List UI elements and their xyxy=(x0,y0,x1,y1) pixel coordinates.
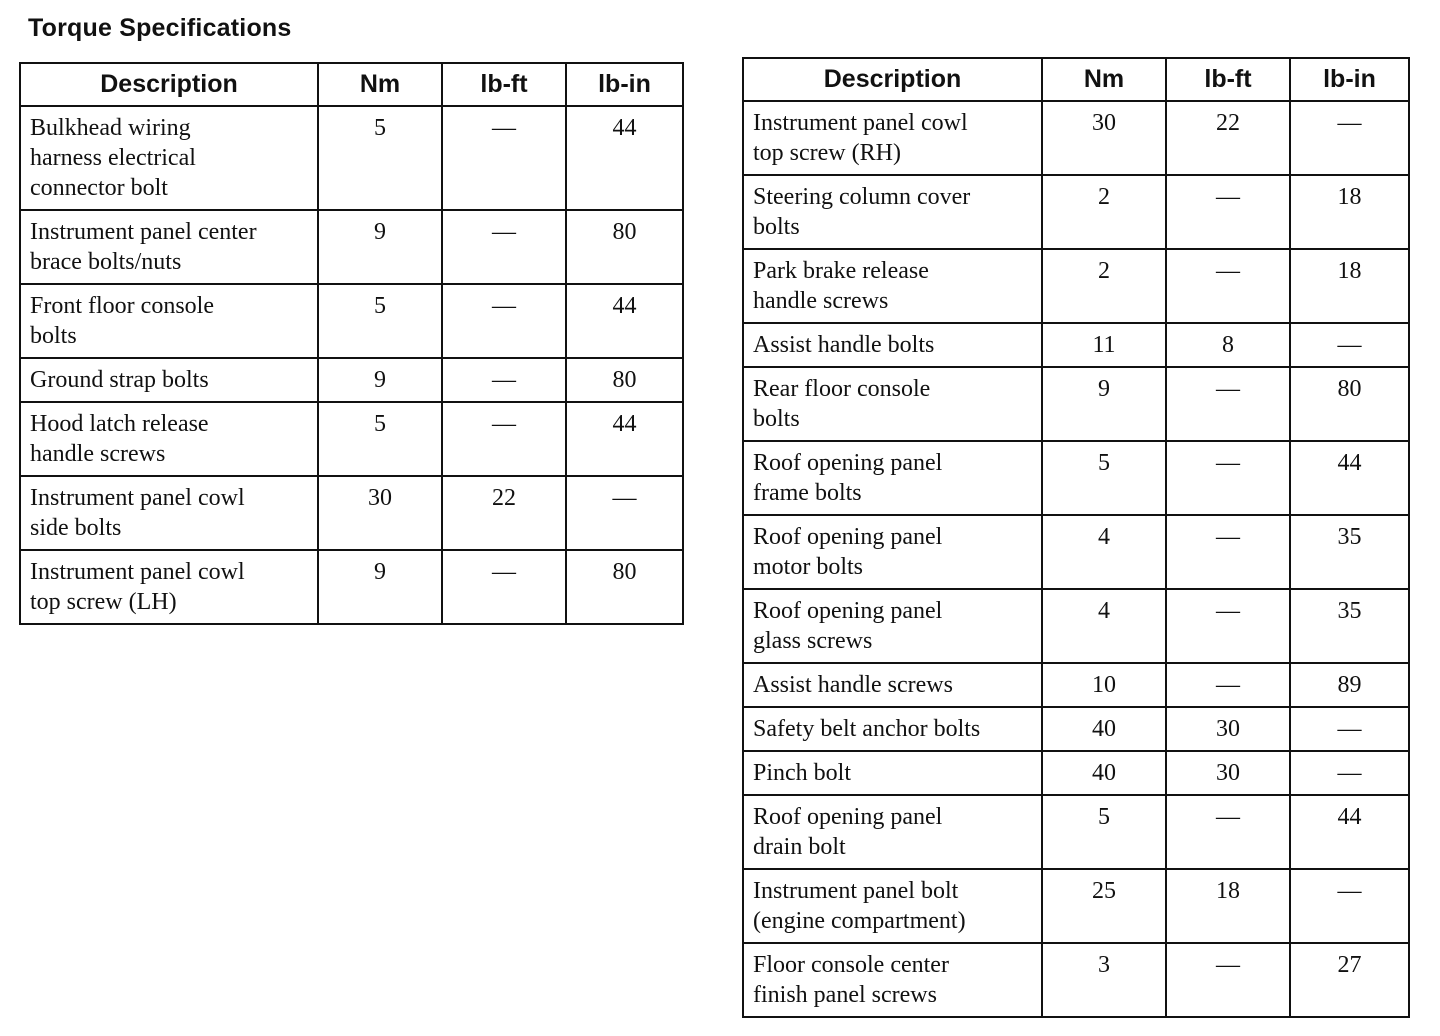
lb-ft-cell: 30 xyxy=(1166,751,1290,795)
description-line: Floor console center xyxy=(753,952,949,978)
lb-ft-cell: 8 xyxy=(1166,323,1290,367)
column-header-nm: Nm xyxy=(318,63,442,106)
description-line: Front floor console xyxy=(30,293,214,319)
description-line: Roof opening panel xyxy=(753,450,943,476)
lb-in-cell: 35 xyxy=(1290,589,1409,663)
lb-in-cell: 44 xyxy=(1290,795,1409,869)
lb-ft-cell: — xyxy=(442,402,566,476)
description-line: motor bolts xyxy=(753,554,864,580)
table-row xyxy=(743,589,1409,663)
description-line: Roof opening panel xyxy=(753,598,943,624)
description-line: top screw (LH) xyxy=(30,589,177,615)
table-row xyxy=(20,106,683,210)
description-line: Bulkhead wiring xyxy=(30,115,191,141)
lb-in-cell: — xyxy=(1290,323,1409,367)
lb-in-cell: — xyxy=(1290,869,1409,943)
table-row xyxy=(743,367,1409,441)
table-body xyxy=(20,106,683,624)
lb-in-cell: 18 xyxy=(1290,249,1409,323)
table-row xyxy=(743,707,1409,751)
description-line: bolts xyxy=(753,406,800,432)
nm-cell: 4 xyxy=(1042,515,1166,589)
description-line: harness electrical xyxy=(30,145,196,171)
nm-cell: 9 xyxy=(318,550,442,624)
description-cell xyxy=(743,751,1042,795)
description-line: side bolts xyxy=(30,515,122,541)
lb-ft-cell: — xyxy=(1166,589,1290,663)
table-row xyxy=(20,284,683,358)
lb-in-cell: 80 xyxy=(566,550,683,624)
lb-in-cell: 80 xyxy=(566,358,683,402)
description-line: Pinch bolt xyxy=(753,760,852,786)
table-row xyxy=(20,476,683,550)
nm-cell: 25 xyxy=(1042,869,1166,943)
description-line: glass screws xyxy=(753,628,873,654)
nm-cell: 9 xyxy=(318,358,442,402)
table-row xyxy=(743,249,1409,323)
torque-table-left xyxy=(19,62,684,625)
description-cell xyxy=(20,358,318,402)
description-line: Steering column cover xyxy=(753,184,971,210)
table-row xyxy=(20,402,683,476)
lb-ft-cell: 22 xyxy=(1166,101,1290,175)
table-header-row xyxy=(20,63,683,106)
description-line: (engine compartment) xyxy=(753,908,966,934)
column-header-nm: Nm xyxy=(1042,58,1166,101)
nm-cell: 5 xyxy=(318,402,442,476)
description-line: Ground strap bolts xyxy=(30,367,209,393)
description-line: bolts xyxy=(753,214,800,240)
column-header-lb-in: lb-in xyxy=(566,63,683,106)
description-line: top screw (RH) xyxy=(753,140,901,166)
lb-in-cell: — xyxy=(1290,751,1409,795)
description-cell xyxy=(20,550,318,624)
torque-table-right xyxy=(742,57,1410,1018)
lb-ft-cell: — xyxy=(1166,663,1290,707)
description-cell xyxy=(20,402,318,476)
lb-ft-cell: — xyxy=(1166,515,1290,589)
description-line: handle screws xyxy=(753,288,889,314)
nm-cell: 30 xyxy=(318,476,442,550)
lb-in-cell: 80 xyxy=(566,210,683,284)
lb-ft-cell: — xyxy=(1166,441,1290,515)
description-cell xyxy=(743,795,1042,869)
lb-in-cell: — xyxy=(1290,101,1409,175)
table-row xyxy=(743,323,1409,367)
lb-ft-cell: — xyxy=(1166,795,1290,869)
column-header-description: Description xyxy=(743,58,1042,101)
lb-in-cell: 89 xyxy=(1290,663,1409,707)
lb-ft-cell: — xyxy=(442,358,566,402)
description-cell xyxy=(743,869,1042,943)
description-line: finish panel screws xyxy=(753,982,937,1008)
table-row xyxy=(20,358,683,402)
nm-cell: 10 xyxy=(1042,663,1166,707)
table-row xyxy=(743,795,1409,869)
description-line: Park brake release xyxy=(753,258,929,284)
table-row xyxy=(743,101,1409,175)
nm-cell: 11 xyxy=(1042,323,1166,367)
description-cell xyxy=(743,589,1042,663)
description-cell xyxy=(20,476,318,550)
description-cell xyxy=(743,707,1042,751)
description-line: Instrument panel bolt xyxy=(753,878,959,904)
lb-ft-cell: 30 xyxy=(1166,707,1290,751)
lb-ft-cell: — xyxy=(442,550,566,624)
nm-cell: 9 xyxy=(1042,367,1166,441)
description-line: drain bolt xyxy=(753,834,846,860)
description-cell xyxy=(743,663,1042,707)
lb-ft-cell: 22 xyxy=(442,476,566,550)
table-row xyxy=(743,943,1409,1017)
lb-in-cell: 44 xyxy=(566,402,683,476)
description-line: Roof opening panel xyxy=(753,804,943,830)
lb-ft-cell: — xyxy=(442,106,566,210)
lb-ft-cell: — xyxy=(1166,943,1290,1017)
table-row xyxy=(20,550,683,624)
table-row xyxy=(743,751,1409,795)
description-line: Roof opening panel xyxy=(753,524,943,550)
table-row xyxy=(743,175,1409,249)
lb-in-cell: 44 xyxy=(566,106,683,210)
description-line: Assist handle screws xyxy=(753,672,953,698)
description-line: Safety belt anchor bolts xyxy=(753,716,981,742)
nm-cell: 2 xyxy=(1042,175,1166,249)
column-header-lb-ft: lb-ft xyxy=(442,63,566,106)
description-cell xyxy=(20,106,318,210)
description-cell xyxy=(743,323,1042,367)
nm-cell: 40 xyxy=(1042,707,1166,751)
nm-cell: 3 xyxy=(1042,943,1166,1017)
description-cell xyxy=(743,943,1042,1017)
description-cell xyxy=(743,441,1042,515)
lb-in-cell: 44 xyxy=(1290,441,1409,515)
nm-cell: 5 xyxy=(318,106,442,210)
column-header-description: Description xyxy=(20,63,318,106)
nm-cell: 30 xyxy=(1042,101,1166,175)
description-line: bolts xyxy=(30,323,77,349)
page-title: Torque Specifications xyxy=(28,14,292,42)
description-line: Assist handle bolts xyxy=(753,332,935,358)
table-row xyxy=(743,515,1409,589)
description-cell xyxy=(20,284,318,358)
description-line: brace bolts/nuts xyxy=(30,249,182,275)
description-cell xyxy=(743,175,1042,249)
nm-cell: 5 xyxy=(1042,441,1166,515)
table-body xyxy=(743,101,1409,1017)
lb-ft-cell: — xyxy=(1166,249,1290,323)
nm-cell: 2 xyxy=(1042,249,1166,323)
lb-in-cell: 80 xyxy=(1290,367,1409,441)
lb-in-cell: — xyxy=(1290,707,1409,751)
table-header-row xyxy=(743,58,1409,101)
lb-ft-cell: — xyxy=(1166,175,1290,249)
lb-ft-cell: — xyxy=(1166,367,1290,441)
lb-in-cell: 44 xyxy=(566,284,683,358)
description-line: Hood latch release xyxy=(30,411,209,437)
lb-in-cell: 27 xyxy=(1290,943,1409,1017)
description-line: Rear floor console xyxy=(753,376,931,402)
nm-cell: 5 xyxy=(1042,795,1166,869)
description-cell xyxy=(20,210,318,284)
table-row xyxy=(20,210,683,284)
description-cell xyxy=(743,101,1042,175)
column-header-lb-ft: lb-ft xyxy=(1166,58,1290,101)
description-line: connector bolt xyxy=(30,175,168,201)
lb-ft-cell: 18 xyxy=(1166,869,1290,943)
nm-cell: 9 xyxy=(318,210,442,284)
description-line: Instrument panel cowl xyxy=(30,485,245,511)
lb-in-cell: 18 xyxy=(1290,175,1409,249)
column-header-lb-in: lb-in xyxy=(1290,58,1409,101)
description-line: frame bolts xyxy=(753,480,862,506)
nm-cell: 4 xyxy=(1042,589,1166,663)
table-row xyxy=(743,869,1409,943)
description-cell xyxy=(743,249,1042,323)
description-cell xyxy=(743,515,1042,589)
nm-cell: 5 xyxy=(318,284,442,358)
description-line: Instrument panel cowl xyxy=(753,110,968,136)
table-row xyxy=(743,441,1409,515)
description-line: Instrument panel cowl xyxy=(30,559,245,585)
lb-ft-cell: — xyxy=(442,284,566,358)
lb-in-cell: 35 xyxy=(1290,515,1409,589)
table-row xyxy=(743,663,1409,707)
description-cell xyxy=(743,367,1042,441)
description-line: handle screws xyxy=(30,441,166,467)
lb-in-cell: — xyxy=(566,476,683,550)
lb-ft-cell: — xyxy=(442,210,566,284)
description-line: Instrument panel center xyxy=(30,219,257,245)
nm-cell: 40 xyxy=(1042,751,1166,795)
